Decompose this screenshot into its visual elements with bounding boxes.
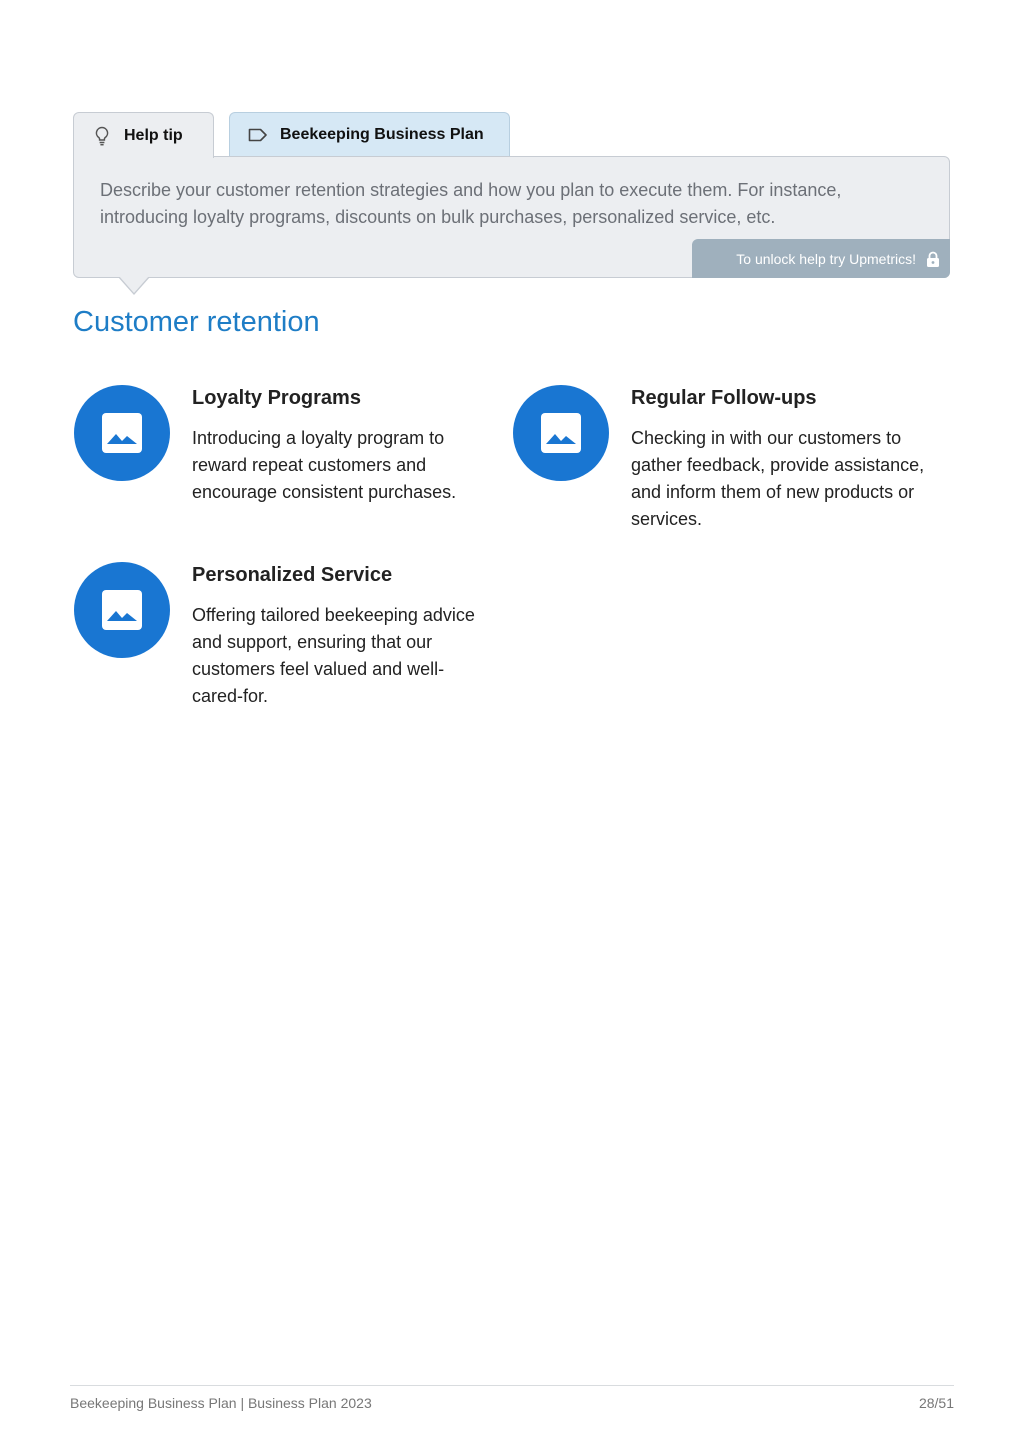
feature-description: Offering tailored beekeeping advice and support, ensuring that our customers feel valued and well-cared-for. xyxy=(192,605,475,706)
footer-divider xyxy=(70,1385,954,1386)
feature-image-circle xyxy=(74,385,170,481)
feature-description: Checking in with our customers to gather feedback, provide assistance, and inform them of new products or services. xyxy=(631,428,925,529)
section-title: Customer retention xyxy=(73,306,320,338)
feature-image-circle xyxy=(513,385,609,481)
help-tip-box xyxy=(73,156,950,278)
tag-icon xyxy=(248,125,268,145)
feature-image-circle xyxy=(74,562,170,658)
image-icon xyxy=(541,413,581,453)
lightbulb-icon xyxy=(92,126,112,146)
image-icon xyxy=(102,590,142,630)
feature-title: Loyalty Programs xyxy=(192,387,361,409)
feature-title: Regular Follow-ups xyxy=(631,387,817,409)
feature-description: Introducing a loyalty program to reward repeat customers and encourage consistent purchases. xyxy=(192,428,457,502)
tab-plan-label: Beekeeping Business Plan xyxy=(280,125,484,143)
tab-help-label: Help tip xyxy=(124,126,183,144)
feature-title: Personalized Service xyxy=(192,564,393,586)
image-icon xyxy=(102,413,142,453)
unlock-help-button[interactable] xyxy=(692,239,950,278)
tip-pointer-fill xyxy=(119,276,149,293)
help-tip-text: Describe your customer retention strategies and how you plan to execute them. For instance, introducing loyalty programs, discounts on bulk purchases, personalized service, etc. xyxy=(100,180,842,227)
tab-beekeeping-business-plan[interactable] xyxy=(229,112,510,156)
footer-document-title: Beekeeping Business Plan | Business Plan 2023 xyxy=(70,1395,372,1411)
footer-page-number: 28/51 xyxy=(918,1395,954,1411)
tab-help-tip[interactable] xyxy=(73,112,214,158)
lock-icon xyxy=(926,251,940,267)
unlock-help-label: To unlock help try Upmetrics! xyxy=(736,250,916,267)
